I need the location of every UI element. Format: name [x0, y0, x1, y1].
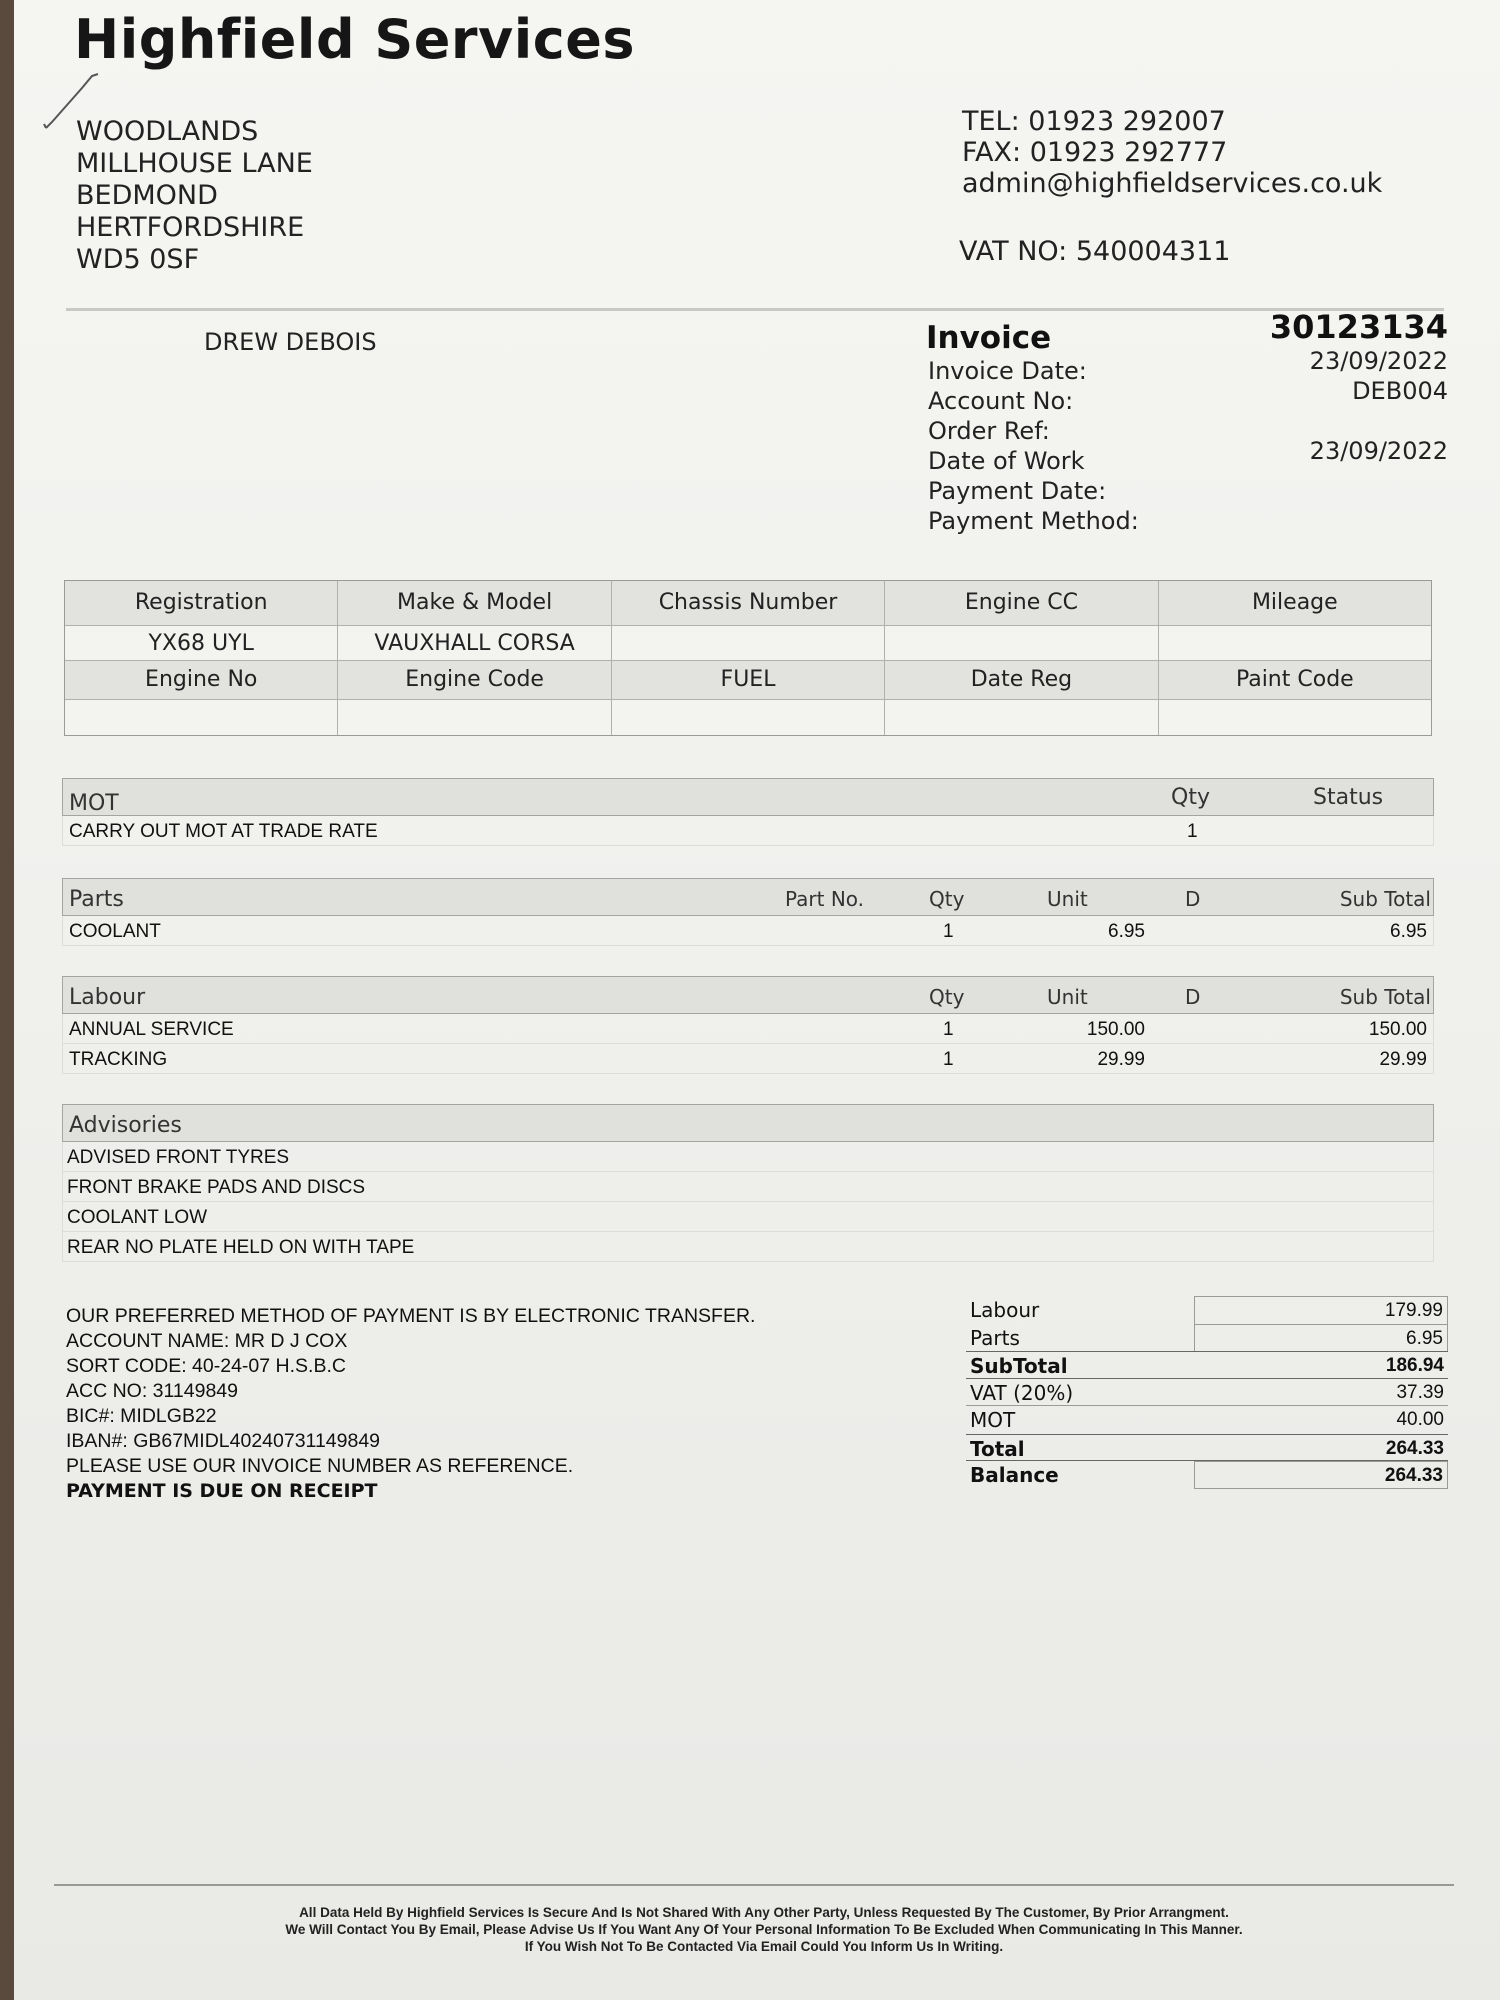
address-line: HERTFORDSHIRE: [76, 212, 305, 243]
invoice-field-label: Payment Date:: [928, 477, 1107, 505]
paint-code-header: Paint Code: [1159, 661, 1431, 699]
total-label: Labour: [970, 1298, 1040, 1322]
mot-status-header: Status: [1313, 785, 1384, 810]
make-model-header: Make & Model: [338, 581, 611, 625]
vat-number: VAT NO: 540004311: [959, 236, 1231, 267]
footer-divider: [54, 1884, 1454, 1886]
order-ref: [1310, 406, 1448, 436]
date-reg-header: Date Reg: [885, 661, 1158, 699]
total-row-subtotal: [966, 1351, 1448, 1379]
make-model-value: VAUXHALL CORSA: [338, 625, 611, 661]
engine-no-value: [65, 699, 338, 735]
company-contact: [962, 106, 1382, 199]
labour-d-header: D: [1185, 985, 1201, 1009]
footer-disclaimer: [114, 1904, 1414, 1955]
table-row: [62, 816, 1434, 846]
labour-section: [62, 976, 1434, 1074]
total-value: 264.33: [1385, 1437, 1444, 1459]
total-label: MOT: [970, 1408, 1016, 1432]
payment-line: ACCOUNT NAME: MR D J COX: [66, 1330, 348, 1352]
payment-method: [1310, 496, 1448, 526]
total-label: Parts: [970, 1325, 1020, 1350]
total-row-total: [966, 1434, 1448, 1462]
part-subtotal: 6.95: [1390, 921, 1427, 942]
list-item: [62, 1172, 1434, 1202]
labour-description: TRACKING: [69, 1049, 168, 1070]
advisories-section: [62, 1104, 1434, 1262]
list-item: [62, 1232, 1434, 1262]
labour-qty: 1: [943, 1019, 954, 1040]
payment-line: OUR PREFERRED METHOD OF PAYMENT IS BY ELECTRONIC TRANSFER.: [66, 1305, 756, 1327]
payment-instructions: [66, 1304, 755, 1504]
invoice-field-label: Payment Method:: [928, 507, 1139, 535]
footer-line: If You Wish Not To Be Contacted Via Email Could You Inform Us In Writing.: [524, 1939, 1004, 1954]
invoice-title: Invoice: [926, 320, 1052, 356]
advisory-text: REAR NO PLATE HELD ON WITH TAPE: [67, 1237, 415, 1258]
mileage-header: Mileage: [1159, 581, 1431, 625]
address-line: WOODLANDS: [76, 116, 259, 147]
part-description: COOLANT: [69, 921, 161, 942]
invoice-date: 23/09/2022: [1309, 347, 1448, 375]
company-name: Highfield Services: [74, 8, 636, 71]
total-row-balance: [966, 1461, 1448, 1489]
account-number: DEB004: [1352, 377, 1448, 405]
invoice-field-values: [1310, 346, 1448, 526]
list-item: [62, 1202, 1434, 1232]
mot-qty-header: Qty: [1171, 785, 1210, 810]
customer-name: DREW DEBOIS: [204, 328, 377, 356]
labour-header: [62, 976, 1434, 1014]
parts-header: [62, 878, 1434, 916]
part-qty: 1: [943, 921, 954, 942]
vehicle-details-grid: [64, 580, 1432, 736]
invoice-field-label: Account No:: [928, 387, 1074, 415]
total-value: 179.99: [1194, 1296, 1448, 1324]
header-divider: [66, 308, 1444, 311]
payment-line: ACC NO: 31149849: [66, 1380, 238, 1402]
engine-no-header: Engine No: [65, 661, 338, 699]
table-row: [62, 1044, 1434, 1074]
parts-d-header: D: [1185, 887, 1201, 911]
mot-title: MOT: [69, 791, 119, 816]
parts-qty-header: Qty: [929, 887, 965, 911]
mot-header: [62, 778, 1434, 816]
total-row-mot: [966, 1406, 1448, 1434]
total-label: VAT (20%): [970, 1380, 1074, 1405]
payment-due-notice: PAYMENT IS DUE ON RECEIPT: [66, 1480, 378, 1502]
payment-date: [1310, 466, 1448, 496]
advisories-title: Advisories: [69, 1113, 182, 1138]
engine-code-header: Engine Code: [338, 661, 611, 699]
chassis-number-value: [612, 625, 885, 661]
labour-qty-header: Qty: [929, 985, 965, 1009]
labour-subtotal-header: Sub Total: [1339, 985, 1431, 1009]
invoice-paper: [14, 0, 1500, 2000]
total-value: 37.39: [1396, 1381, 1444, 1403]
total-value: 40.00: [1396, 1409, 1444, 1430]
date-reg-value: [885, 699, 1158, 735]
advisories-header: [62, 1104, 1434, 1142]
labour-unit: 29.99: [1097, 1049, 1145, 1070]
payment-line: IBAN#: GB67MIDL40240731149849: [66, 1430, 381, 1452]
totals-box: [966, 1296, 1448, 1489]
table-row: [62, 916, 1434, 946]
advisory-text: FRONT BRAKE PADS AND DISCS: [67, 1177, 366, 1198]
footer-line: All Data Held By Highfield Services Is Secure And Is Not Shared With Any Other Party, Unless Requested By The Customer, By Prior Arrangment.: [299, 1905, 1229, 1920]
list-item: [62, 1142, 1434, 1172]
invoice-field-labels: [928, 356, 1139, 536]
date-of-work: 23/09/2022: [1309, 437, 1448, 465]
fuel-header: FUEL: [612, 661, 885, 699]
invoice-number: 30123134: [1269, 308, 1448, 346]
registration-value: YX68 UYL: [65, 625, 338, 661]
advisory-text: COOLANT LOW: [67, 1207, 208, 1228]
fax: FAX: 01923 292777: [962, 137, 1228, 168]
total-value: 186.94: [1385, 1355, 1444, 1376]
parts-section: [62, 878, 1434, 946]
mot-section: [62, 778, 1434, 846]
address-line: MILLHOUSE LANE: [76, 148, 313, 179]
telephone: TEL: 01923 292007: [962, 106, 1226, 137]
labour-qty: 1: [943, 1049, 954, 1070]
total-value: 6.95: [1194, 1324, 1448, 1352]
mileage-value: [1159, 625, 1431, 661]
total-row-parts: [966, 1324, 1448, 1352]
advisory-text: ADVISED FRONT TYRES: [67, 1147, 290, 1168]
total-value: 264.33: [1194, 1461, 1448, 1489]
company-address: [76, 116, 313, 276]
chassis-number-header: Chassis Number: [612, 581, 885, 625]
footer-line: We Will Contact You By Email, Please Advise Us If You Want Any Of Your Personal Information To Be Excluded When Communicating In This Manner.: [285, 1922, 1243, 1937]
invoice-field-label: Invoice Date:: [928, 357, 1087, 385]
labour-unit-header: Unit: [1047, 985, 1088, 1009]
payment-line: PLEASE USE OUR INVOICE NUMBER AS REFERENCE.: [66, 1455, 574, 1477]
fuel-value: [612, 699, 885, 735]
table-row: [62, 1014, 1434, 1044]
part-unit: 6.95: [1108, 921, 1145, 942]
total-row-labour: [966, 1296, 1448, 1324]
mot-qty: 1: [1187, 821, 1198, 842]
engine-cc-value: [885, 625, 1158, 661]
part-no-header: Part No.: [785, 887, 865, 911]
labour-unit: 150.00: [1086, 1019, 1145, 1040]
total-label: Balance: [970, 1463, 1059, 1487]
total-row-vat: [966, 1379, 1448, 1407]
engine-code-value: [338, 699, 611, 735]
labour-title: Labour: [69, 985, 146, 1010]
engine-cc-header: Engine CC: [885, 581, 1158, 625]
labour-subtotal: 150.00: [1368, 1019, 1427, 1040]
registration-header: Registration: [65, 581, 338, 625]
parts-title: Parts: [69, 887, 124, 912]
labour-subtotal: 29.99: [1379, 1049, 1427, 1070]
invoice-field-label: Order Ref:: [928, 417, 1050, 445]
invoice-field-label: Date of Work: [928, 447, 1085, 475]
address-line: BEDMOND: [76, 180, 218, 211]
address-line: WD5 0SF: [76, 244, 200, 275]
total-label: Total: [970, 1436, 1025, 1461]
total-label: SubTotal: [970, 1354, 1068, 1378]
payment-line: BIC#: MIDLGB22: [66, 1405, 217, 1427]
payment-line: SORT CODE: 40-24-07 H.S.B.C: [66, 1355, 346, 1377]
paint-code-value: [1159, 699, 1431, 735]
mot-description: CARRY OUT MOT AT TRADE RATE: [69, 821, 378, 842]
labour-description: ANNUAL SERVICE: [69, 1019, 234, 1040]
parts-subtotal-header: Sub Total: [1339, 887, 1431, 911]
email: admin@highfieldservices.co.uk: [962, 168, 1383, 199]
parts-unit-header: Unit: [1047, 887, 1088, 911]
